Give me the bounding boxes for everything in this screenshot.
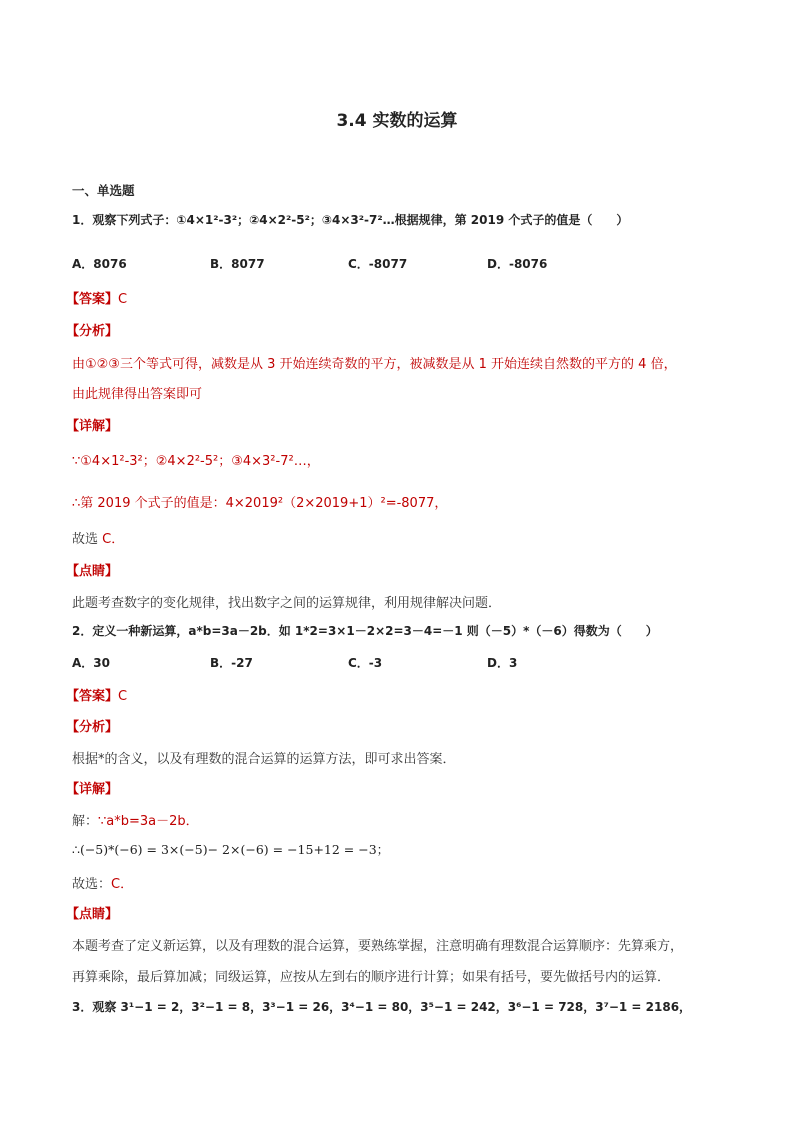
section-heading: 一、单选题 bbox=[72, 183, 135, 198]
q1-detail-label: 【详解】 bbox=[66, 419, 119, 434]
q1-choose-text: 故选 bbox=[72, 532, 103, 547]
q2-answer-row bbox=[66, 685, 127, 704]
q1-option-d: D．-8076 bbox=[487, 257, 548, 271]
q2-comment-line-2: 再算乘除，最后算加减；同级运算，应按从左到右的顺序进行计算；如果有括号，要先做括号内的运算． bbox=[72, 970, 671, 985]
q2-analysis-label: 【分析】 bbox=[66, 720, 119, 735]
q1-analysis-label: 【分析】 bbox=[66, 324, 119, 339]
page-title: 3.4 实数的运算 bbox=[336, 111, 458, 131]
q1-analysis-line-1: 由①②③三个等式可得，减数是从 3 开始连续奇数的平方，被减数是从 1 开始连续自然数的平方的 4 倍， bbox=[72, 357, 677, 372]
q1-choose-value: C． bbox=[102, 532, 125, 547]
q2-detail-line-2: ∴(−5)*(−6) = 3×(−5)− 2×(−6) = −15+12 = −3； bbox=[72, 842, 390, 857]
q2-detail-line-3 bbox=[72, 873, 133, 892]
q1-answer-row bbox=[66, 288, 127, 307]
q1-comment-label: 【点睛】 bbox=[66, 564, 119, 579]
q1-detail-line-2: ∴第 2019 个式子的值是：4×2019²（2×2019+1）²=-8077， bbox=[72, 496, 448, 511]
q1-comment-text: 此题考查数字的变化规律，找出数字之间的运算规律，利用规律解决问题． bbox=[72, 596, 502, 611]
q2-choose-text: 故选： bbox=[72, 877, 112, 892]
q1-answer-value: C bbox=[118, 292, 128, 307]
q1-analysis-line-2: 由此规律得出答案即可 bbox=[72, 387, 203, 402]
question-1-stem: 1．观察下列式子：①4×1²-3²；②4×2²-5²；③4×3²-7²…根据规律，第 2019 个式子的值是（ ） bbox=[72, 213, 629, 227]
q2-detail-label: 【详解】 bbox=[66, 782, 119, 797]
q1-option-b: B．8077 bbox=[210, 257, 265, 271]
q2-solution-prefix: 解： bbox=[72, 814, 99, 829]
q2-analysis-text: 根据*的含义，以及有理数的混合运算的运算方法，即可求出答案． bbox=[72, 752, 456, 767]
q1-detail-line-3 bbox=[72, 528, 124, 547]
question-2-stem: 2．定义一种新运算，a*b=3a－2b．如 1*2=3×1－2×2=3－4=－1 则（－5）*（－6）得数为（ ） bbox=[72, 624, 658, 638]
question-3-stem: 3．观察 3¹−1 = 2，3²−1 = 8，3³−1 = 26，3⁴−1 = 80，3⁵−1 = 242，3⁶−1 = 728，3⁷−1 = 2186， bbox=[72, 1000, 692, 1014]
q2-answer-value: C bbox=[118, 689, 128, 704]
q2-option-a: A．30 bbox=[72, 656, 110, 670]
q2-comment-label: 【点睛】 bbox=[66, 907, 119, 922]
answer-label: 【答案】 bbox=[66, 689, 119, 704]
q1-option-a: A．8076 bbox=[72, 257, 127, 271]
q1-option-c: C．-8077 bbox=[348, 257, 408, 271]
q2-detail-line-1 bbox=[72, 810, 199, 829]
q2-option-c: C．-3 bbox=[348, 656, 383, 670]
q2-comment-line-1: 本题考查了定义新运算，以及有理数的混合运算，要熟练掌握，注意明确有理数混合运算顺序：先算乘方， bbox=[72, 939, 684, 954]
q1-detail-line-1: ∵①4×1²-3²；②4×2²-5²；③4×3²-7²…， bbox=[72, 454, 320, 469]
q2-choose-value: C． bbox=[111, 877, 134, 892]
q2-option-b: B．-27 bbox=[210, 656, 253, 670]
answer-label: 【答案】 bbox=[66, 292, 119, 307]
q2-solution-definition: ∵a*b=3a－2b． bbox=[98, 814, 199, 829]
q2-option-d: D．3 bbox=[487, 656, 518, 670]
